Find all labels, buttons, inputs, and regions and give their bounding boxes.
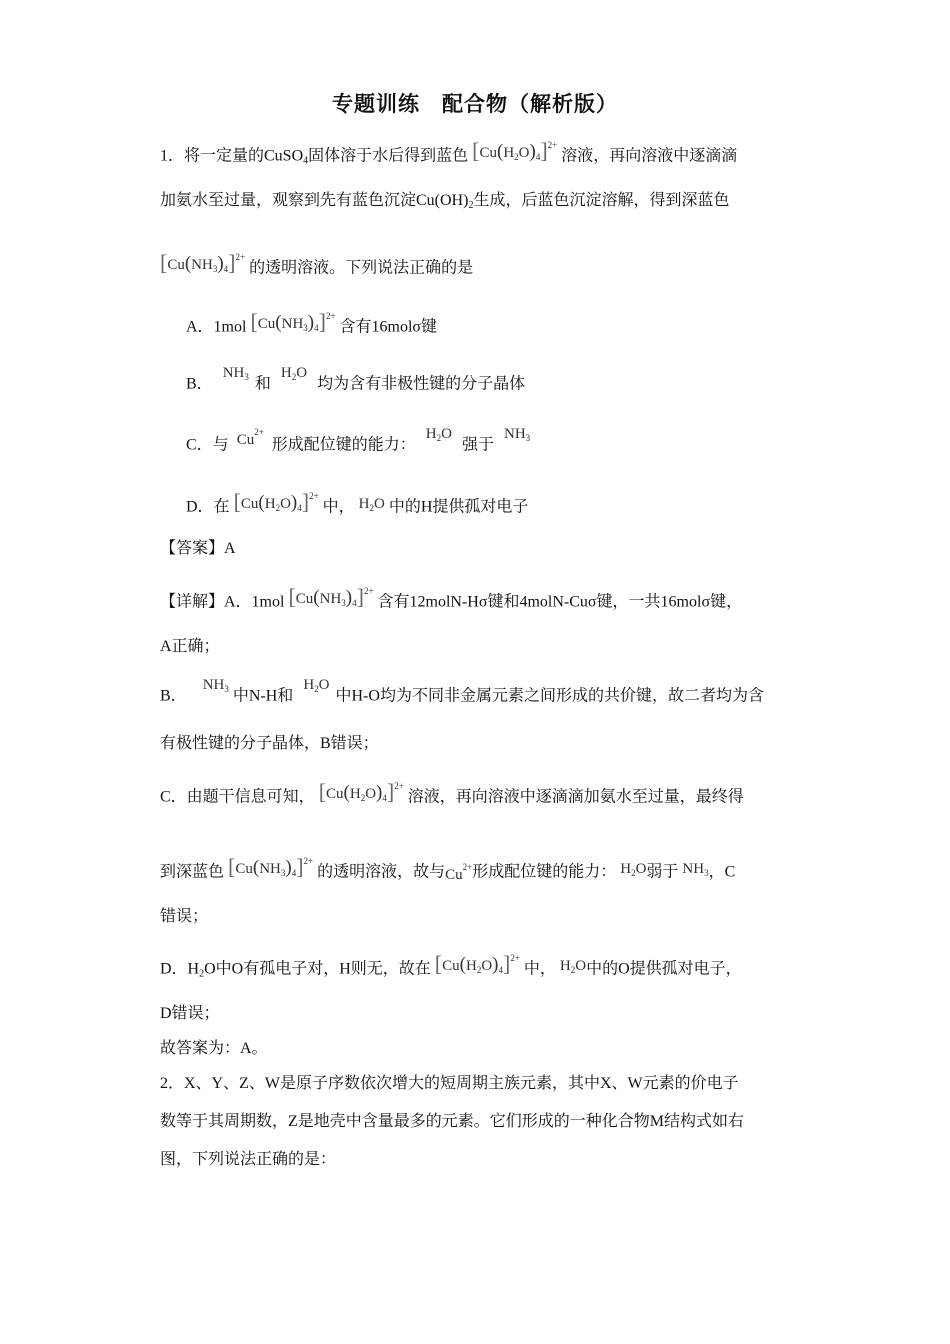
q1-stem-line-2: 加氨水至过量，观察到先有蓝色沉淀$Cu(OH)_2$生成，后蓝色沉淀溶解，得到深蓝色 [160, 192, 730, 211]
q1-answer: 【答案】A [160, 540, 236, 557]
formula-h2o: $H_2O$ [358, 496, 385, 513]
q1-explain-d-line-2: D错误； [160, 1005, 220, 1022]
q1-final-answer: 故答案为：A。 [160, 1040, 268, 1057]
q1-explain-a-line-1: 【详解】A．1mol $[Cu(NH_3)_4]^{2+}$ 含有12molN-Hσ键和4molN-Cuσ键，一共16molσ键， [160, 586, 742, 620]
q1-explain-d-line-1: D．$H_2O$中O有孤电子对，H则无，故在 $[Cu(H_2O)_4]^{2+}$ 中， $H_2O$中的O提供孤对电子， [160, 953, 742, 987]
page-title: 专题训练 配合物（解析版） [332, 92, 618, 116]
formula-cu-nh34: $[Cu(NH_3)_4]^{2+}$ [228, 854, 314, 879]
formula-cu-nh34: $[Cu(NH_3)_4]^{2+}$ [160, 250, 246, 275]
formula-h2o: $H_2O$ [425, 426, 452, 443]
q1-explain-a-line-2: A正确； [160, 638, 220, 655]
formula-cu-h2o4: $[Cu(H_2O)_4]^{2+}$ [472, 138, 558, 163]
q1-explain-b-line-2: 有极性键的分子晶体，B错误； [160, 735, 379, 752]
q2-line-1: 2．X、Y、Z、W是原子序数依次增大的短周期主族元素，其中X、W元素的价电子 [160, 1075, 739, 1092]
formula-nh3: $NH_3$ [682, 861, 709, 878]
formula-cu-nh34: $[Cu(NH_3)_4]^{2+}$ [288, 584, 374, 609]
formula-cu-h2o4: $[Cu(H_2O)_4]^{2+}$ [318, 779, 404, 804]
q1-option-d: D．在 $[Cu(H_2O)_4]^{2+}$ 中， $H_2O$ 中的H提供孤对电子 [186, 491, 528, 525]
formula-cu-nh34: $[Cu(NH_3)_4]^{2+}$ [250, 309, 336, 334]
formula-h2o: $H_2O$ [620, 861, 647, 878]
q1-option-c: C．与 $Cu^{2+}$ 形成配位键的能力： $H_2O$ 强于 $NH_3$ [186, 431, 536, 461]
formula-h2o: $H_2O$ [559, 958, 587, 975]
q1-option-b: B． $NH_3$ 和 $H_2O$ 均为含有非极性键的分子晶体 [186, 372, 525, 398]
formula-cu-h2o4: $[Cu(H_2O)_4]^{2+}$ [434, 951, 520, 976]
q1-explain-c-line-2: 到深蓝色 $[Cu(NH_3)_4]^{2+}$ 的透明溶液，故与$Cu^{2+}$形成配位键的能力： $H_2O$弱于 $NH_3$，C [160, 856, 735, 890]
q2-line-3: 图，下列说法正确的是： [160, 1151, 337, 1168]
q1-stem-line-1: 1．将一定量的CuSO$_4$固体溶于水后得到蓝色 $[Cu(H_2O)_4]^{2+}$ 溶液，再向溶液中逐滴滴 [160, 140, 737, 174]
formula-cu2plus: $Cu^{2+}$ [236, 427, 264, 448]
formula-nh3: $NH_3$ [504, 426, 531, 443]
formula-nh3: $NH_3$ [202, 677, 229, 694]
formula-cu-h2o4: $[Cu(H_2O)_4]^{2+}$ [233, 489, 319, 514]
formula-nh3: $NH_3$ [222, 365, 249, 382]
q1-explain-c-line-3: 错误； [160, 908, 209, 925]
formula-h2o: $H_2O$ [280, 365, 308, 382]
q1-stem-line-3: $[Cu(NH_3)_4]^{2+}$的透明溶液。下列说法正确的是 [160, 252, 473, 286]
formula-h2o: $H_2O$ [303, 677, 330, 694]
q1-explain-b-line-1: B． $NH_3$ 中N-H和 $H_2O$中H-O均为不同非金属元素之间形成的共价键，故二者均为含 [160, 684, 764, 710]
formula-cu2plus: $Cu^{2+}$ [445, 862, 473, 883]
q1-option-a: A．1mol $[Cu(NH_3)_4]^{2+}$ 含有16molσ键 [186, 311, 437, 345]
q2-line-2: 数等于其周期数，Z是地壳中含量最多的元素。它们形成的一种化合物M结构式如右 [160, 1113, 745, 1130]
q1-explain-c-line-1: C．由题干信息可知， $[Cu(H_2O)_4]^{2+}$ 溶液，再向溶液中逐滴滴加氨水至过量，最终得 [160, 781, 744, 815]
